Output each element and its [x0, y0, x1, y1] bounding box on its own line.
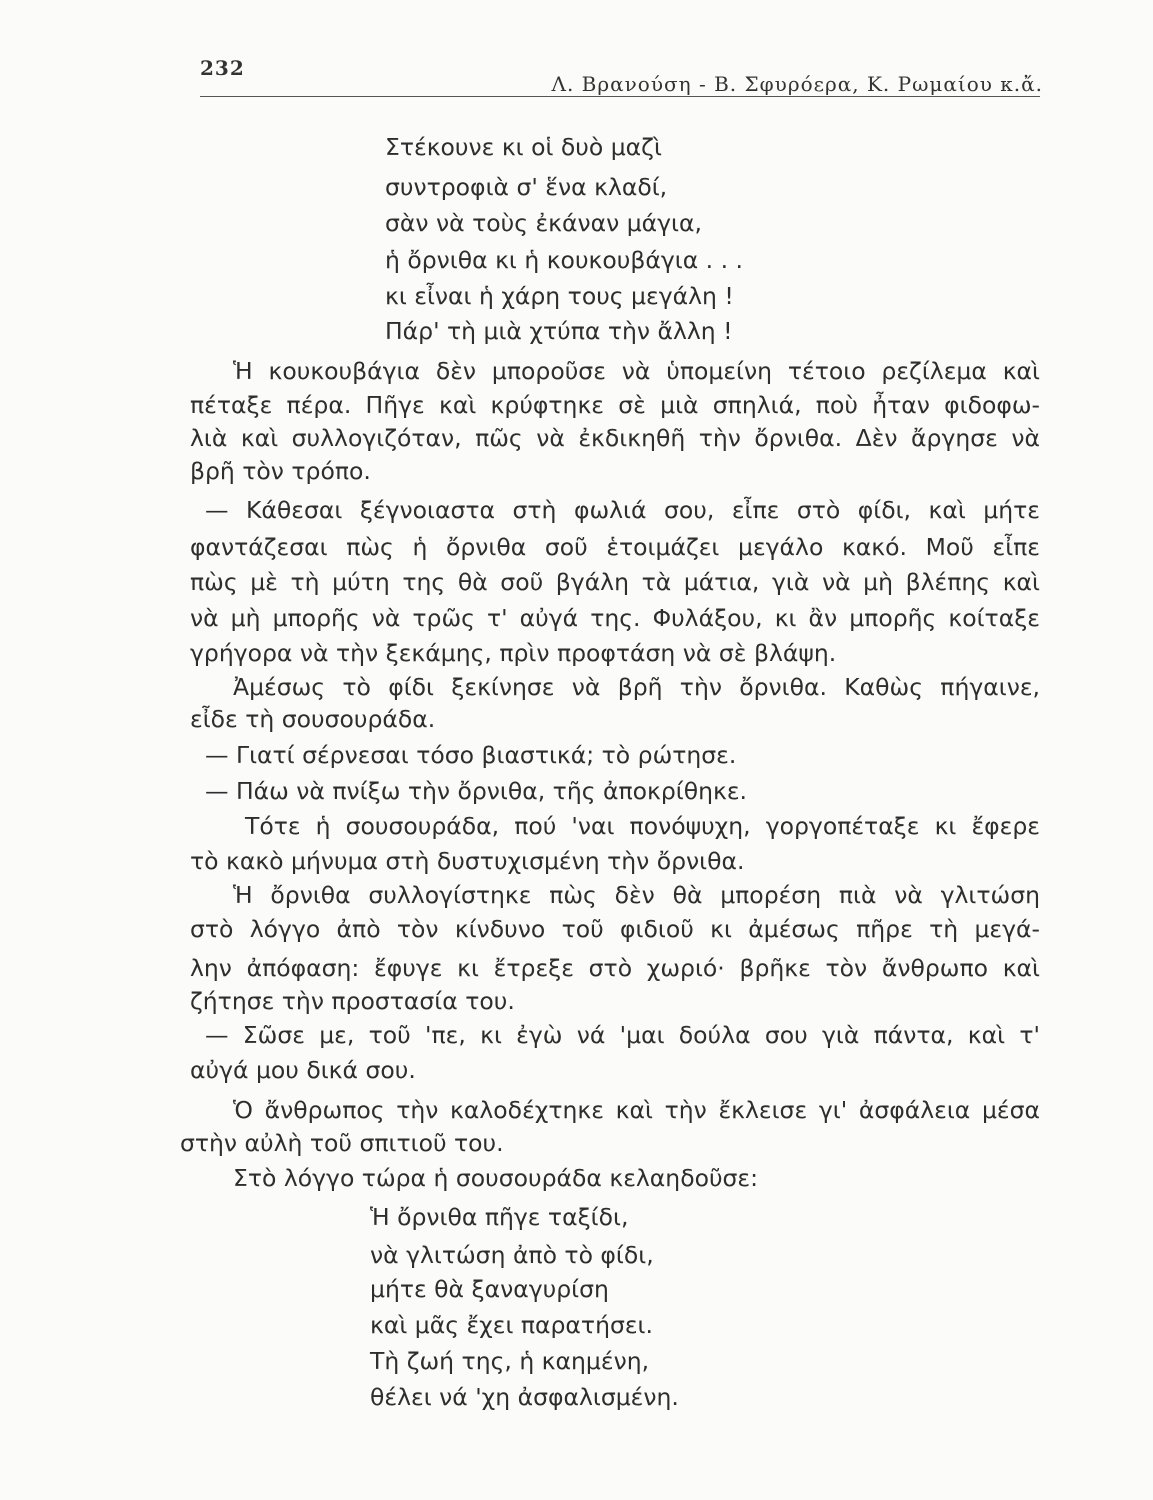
prose-line: βρῆ τὸν τρόπο. — [190, 457, 371, 485]
prose-line: εἶδε τὴ σουσουράδα. — [190, 705, 436, 733]
prose-line: στὸ λόγγο ἀπὸ τὸν κίνδυνο τοῦ φιδιοῦ κι ἀμέσως πῆρε τὴ μεγά- — [190, 915, 1040, 943]
poem-line: συντροφιὰ σ' ἕνα κλαδί, — [385, 173, 668, 201]
prose-line: Ὁ ἄνθρωπος τὴν καλοδέχτηκε καὶ τὴν ἔκλεισε γι' ἀσφάλεια μέσα — [233, 1096, 1040, 1124]
prose-line: πὼς μὲ τὴ μύτη της θὰ σοῦ βγάλη τὰ μάτια, γιὰ νὰ μὴ βλέπης καὶ — [190, 568, 1040, 596]
header-rule — [200, 96, 1040, 97]
prose-line: — Σῶσε με, τοῦ 'πε, κι ἐγὼ νά 'μαι δούλα σου γιὰ πάντα, καὶ τ' — [205, 1021, 1040, 1049]
poem-line: καὶ μᾶς ἔχει παρατήσει. — [370, 1311, 653, 1339]
poem-line: Ἡ ὄρνιθα πῆγε ταξίδι, — [370, 1203, 629, 1231]
prose-line: τὸ κακὸ μήνυμα στὴ δυστυχισμένη τὴν ὄρνιθα. — [190, 847, 745, 875]
prose-line: Στὸ λόγγο τώρα ἡ σουσουράδα κελαηδοῦσε: — [233, 1164, 759, 1192]
prose-line: ζήτησε τὴν προστασία του. — [190, 987, 515, 1015]
page-number: 232 — [200, 56, 245, 80]
prose-line: στὴν αὐλὴ τοῦ σπιτιοῦ του. — [180, 1129, 504, 1157]
poem-line: μήτε θὰ ξαναγυρίση — [370, 1275, 609, 1303]
prose-line: — Γιατί σέρνεσαι τόσο βιαστικά; τὸ ρώτησε. — [205, 741, 737, 769]
prose-line: — Πάω νὰ πνίξω τὴν ὄρνιθα, τῆς ἀποκρίθηκε. — [205, 777, 748, 805]
poem-line: θέλει νά 'χη ἀσφαλισμένη. — [370, 1383, 679, 1411]
poem-line: Τὴ ζωή της, ἡ καημένη, — [370, 1347, 650, 1375]
prose-line: Τότε ἡ σουσουράδα, πού 'ναι πονόψυχη, γοργοπέταξε κι ἔφερε — [245, 812, 1040, 840]
running-head: Λ. Βρανούση - Β. Σφυρόερα, Κ. Ρωμαίου κ.ἄ. — [551, 72, 1043, 96]
prose-line: αὐγά μου δικά σου. — [190, 1056, 416, 1084]
poem-line: κι εἶναι ἡ χάρη τους μεγάλη ! — [385, 282, 734, 310]
poem-line: νὰ γλιτώση ἀπὸ τὸ φίδι, — [370, 1241, 654, 1269]
prose-line: Ἡ ὄρνιθα συλλογίστηκε πὼς δὲν θὰ μπορέση πιὰ νὰ γλιτώση — [233, 881, 1040, 909]
prose-line: πέταξε πέρα. Πῆγε καὶ κρύφτηκε σὲ μιὰ σπηλιά, ποὺ ἦταν φιδοφω- — [190, 391, 1040, 419]
prose-line: λιὰ καὶ συλλογιζόταν, πῶς νὰ ἐκδικηθῆ τὴν ὄρνιθα. Δὲν ἄργησε νὰ — [190, 424, 1040, 452]
prose-line: νὰ μὴ μπορῆς νὰ τρῶς τ' αὐγά της. Φυλάξου, κι ἂν μπορῆς κοίταξε — [190, 604, 1040, 632]
prose-line: λην ἀπόφαση: ἔφυγε κι ἔτρεξε στὸ χωριό· βρῆκε τὸν ἄνθρωπο καὶ — [190, 954, 1040, 982]
poem-line: Πάρ' τὴ μιὰ χτύπα τὴν ἄλλη ! — [385, 317, 733, 345]
prose-line: Ἀμέσως τὸ φίδι ξεκίνησε νὰ βρῆ τὴν ὄρνιθα. Καθὼς πήγαινε, — [233, 673, 1040, 701]
prose-line: — Κάθεσαι ξέγνοιαστα στὴ φωλιά σου, εἶπε στὸ φίδι, καὶ μήτε — [205, 496, 1040, 524]
prose-line: γρήγορα νὰ τὴν ξεκάμης, πρὶν προφτάση νὰ σὲ βλάψη. — [190, 639, 837, 667]
poem-line: σὰν νὰ τοὺς ἐκάναν μάγια, — [385, 209, 702, 237]
poem-line: Στέκουνε κι οἱ δυὸ μαζὶ — [385, 133, 662, 161]
prose-line: Ἡ κουκουβάγια δὲν μποροῦσε νὰ ὑπομείνη τέτοιο ρεζίλεμα καὶ — [233, 357, 1040, 385]
prose-line: φαντάζεσαι πὼς ἡ ὄρνιθα σοῦ ἑτοιμάζει μεγάλο κακό. Μοῦ εἶπε — [190, 533, 1040, 561]
poem-line: ἡ ὄρνιθα κι ἡ κουκουβάγια . . . — [385, 246, 744, 274]
